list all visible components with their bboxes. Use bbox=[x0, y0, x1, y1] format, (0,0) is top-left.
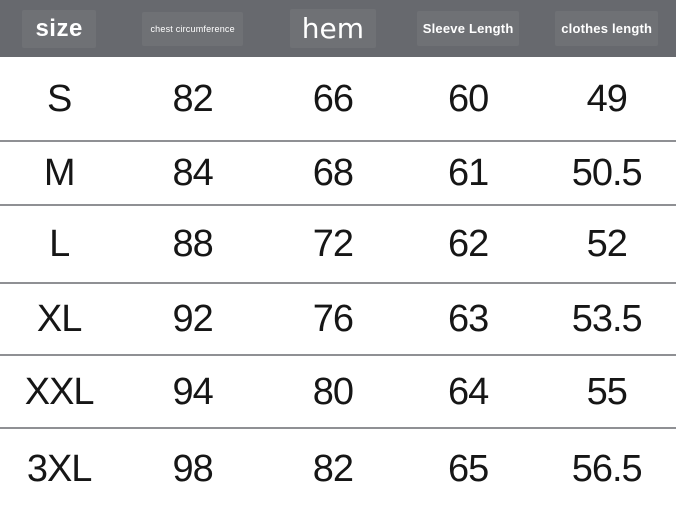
cell-clothes: 53.5 bbox=[537, 283, 676, 355]
cell-clothes: 56.5 bbox=[537, 428, 676, 508]
cell-size: S bbox=[0, 57, 118, 141]
table-row-s bbox=[0, 57, 676, 141]
cell-sleeve: 62 bbox=[399, 205, 538, 283]
cell-size: 3XL bbox=[0, 428, 118, 508]
column-header-sleeve-length bbox=[399, 0, 538, 57]
cell-size: M bbox=[0, 141, 118, 205]
cell-hem: 80 bbox=[267, 355, 399, 428]
table-row-xl bbox=[0, 283, 676, 355]
cell-size: XL bbox=[0, 283, 118, 355]
cell-sleeve: 63 bbox=[399, 283, 538, 355]
cell-sleeve: 64 bbox=[399, 355, 538, 428]
table-row-l bbox=[0, 205, 676, 283]
table-row-m bbox=[0, 141, 676, 205]
column-header-sleeve-length-label: Sleeve Length bbox=[417, 11, 520, 46]
table-row-xxl bbox=[0, 355, 676, 428]
cell-hem: 82 bbox=[267, 428, 399, 508]
cell-chest: 84 bbox=[118, 141, 267, 205]
cell-chest: 98 bbox=[118, 428, 267, 508]
cell-chest: 92 bbox=[118, 283, 267, 355]
column-header-size bbox=[0, 0, 118, 57]
cell-chest: 82 bbox=[118, 57, 267, 141]
cell-sleeve: 61 bbox=[399, 141, 538, 205]
cell-chest: 88 bbox=[118, 205, 267, 283]
column-header-hem bbox=[267, 0, 399, 57]
cell-size: XXL bbox=[0, 355, 118, 428]
cell-size: L bbox=[0, 205, 118, 283]
header-row bbox=[0, 0, 676, 57]
column-header-chest-circumference bbox=[118, 0, 267, 57]
cell-sleeve: 60 bbox=[399, 57, 538, 141]
cell-clothes: 55 bbox=[537, 355, 676, 428]
column-header-clothes-length bbox=[537, 0, 676, 57]
cell-hem: 76 bbox=[267, 283, 399, 355]
cell-hem: 66 bbox=[267, 57, 399, 141]
table-row-3xl bbox=[0, 428, 676, 508]
column-header-clothes-length-label: clothes length bbox=[555, 11, 658, 46]
cell-clothes: 49 bbox=[537, 57, 676, 141]
column-header-chest-circumference-label: chest circumference bbox=[142, 12, 242, 46]
column-header-size-label: size bbox=[22, 10, 95, 48]
column-header-hem-label: hem bbox=[290, 9, 376, 48]
cell-hem: 72 bbox=[267, 205, 399, 283]
cell-clothes: 52 bbox=[537, 205, 676, 283]
cell-chest: 94 bbox=[118, 355, 267, 428]
cell-sleeve: 65 bbox=[399, 428, 538, 508]
cell-hem: 68 bbox=[267, 141, 399, 205]
cell-clothes: 50.5 bbox=[537, 141, 676, 205]
